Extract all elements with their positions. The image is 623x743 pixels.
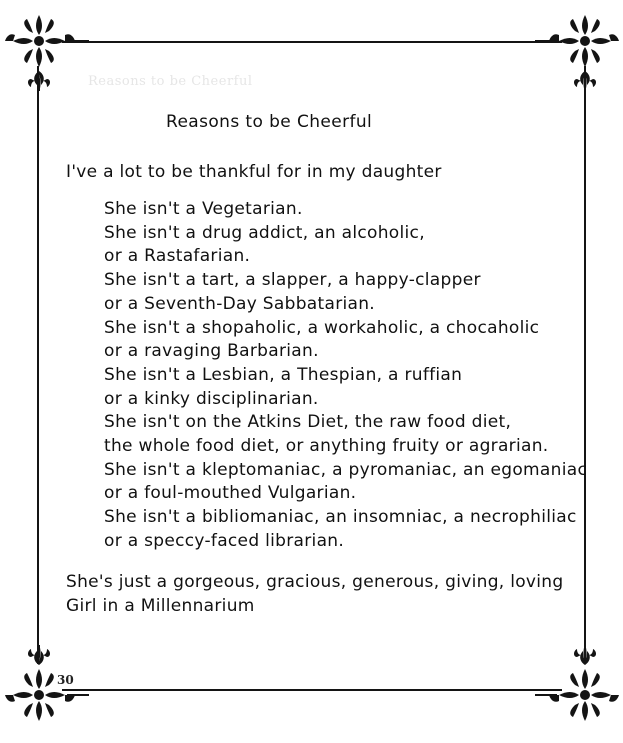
poem-line: She isn't a Vegetarian. <box>104 199 303 219</box>
poem-line: the whole food diet, or anything fruity or agrarian. <box>104 436 549 457</box>
poem-line: or a ravaging Barbarian. <box>104 341 319 362</box>
poem-line: or a Rastafarian. <box>104 246 251 267</box>
poem-line: or a Seventh-Day Sabbatarian. <box>104 293 376 314</box>
fleur-de-lis-corner-icon <box>535 0 623 91</box>
fleur-de-lis-corner-icon <box>0 0 89 91</box>
poem-line: She isn't a drug addict, an alcoholic, <box>104 222 425 243</box>
poem-line: She isn't a kleptomaniac, a pyromaniac, an egomaniac <box>104 459 588 480</box>
poem-line: She isn't a Lesbian, a Thespian, a ruffian <box>104 364 463 385</box>
poem-line: or a speccy-faced librarian. <box>104 530 345 551</box>
poem-line: She isn't a shopaholic, a workaholic, a chocaholic <box>104 317 540 338</box>
fleur-de-lis-corner-icon <box>0 645 89 741</box>
faded-header-text: Reasons to be Cheerful <box>88 74 253 89</box>
frame-top-line <box>62 41 562 43</box>
poem-closing <box>66 570 563 618</box>
closing-line: Girl in a Millennarium <box>66 596 255 616</box>
poem-line: or a foul-mouthed Vulgarian. <box>104 483 357 504</box>
poem-intro-line: I've a lot to be thankful for in my daughter <box>66 162 442 182</box>
frame-bottom-line <box>62 689 562 691</box>
poem-stanza <box>104 198 587 554</box>
poem-line: or a kinky disciplinarian. <box>104 388 319 409</box>
closing-line: She's just a gorgeous, gracious, generous, giving, loving <box>66 572 564 592</box>
page-number: 30 <box>57 673 74 687</box>
poem-title: Reasons to be Cheerful <box>166 112 373 132</box>
poem-line: She isn't a bibliomaniac, an insomniac, a necrophiliac <box>104 507 577 528</box>
poem-line: She isn't a tart, a slapper, a happy-clapper <box>104 270 481 291</box>
poem-line: She isn't on the Atkins Diet, the raw food diet, <box>104 412 512 433</box>
fleur-de-lis-corner-icon <box>535 645 623 741</box>
frame-left-line <box>37 66 39 664</box>
